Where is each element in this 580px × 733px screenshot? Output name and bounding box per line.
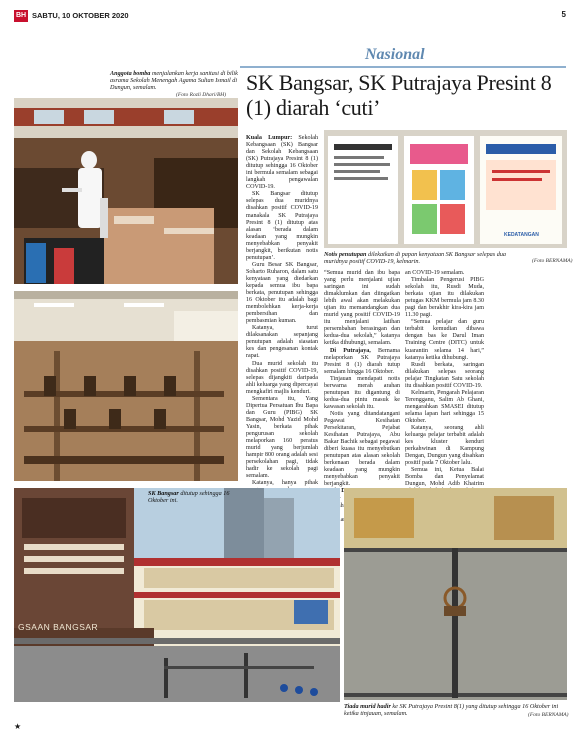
section-title: Nasional bbox=[365, 46, 425, 63]
end-marker-icon: ★ bbox=[14, 722, 22, 731]
caption-bangsar: SK Bangsar ditutup sehingga 16 Oktober ini. bbox=[148, 490, 230, 505]
gate-sign: GSAAN BANGSAR bbox=[18, 622, 99, 632]
dormitory-illustration bbox=[14, 98, 238, 284]
article-column-1: Kuala Lumpur: Sekolah Kebangsaan (SK) Bangsar dan Sekolah Kebangsaan (SK) Putrajaya Presint 8 (1) ditutup sehingga 16 Oktober ini bermula semalam sebagai langkah pengawalan COVID-19. SK Bangsar ditutup selepas dua muridnya disahkan positif COVID-19 manakala SK Putrajaya Presint 8 (1) ditutup atas alasan ‘berada dalam keadaan yang mungkin menyebabkan penyakit berjangkit, berikutan notis penutupan’. Guru Besar SK Bangsar, Soharto Ruharon, dalam satu kenyataan yang diedarkan kepada semua ibu bapa berkata, penutupan sehingga 16 Oktober itu adalah bagi membolehkan kerja-kerja pembersihan dan pembasmian kuman. Katanya, turut dilaksanakan sepanjang penutupan adalah siasatan kes dan pengesanan kontak rapat. Dua murid sekolah itu disahkan positif COVID-19, selepas dijangkiti daripada ahli keluarga yang dipercayai mengkafiri majlis kenduri. Sementara itu, Yang Dipertua Persatuan Ibu Bapa dan Guru (PIBG) SK Bangsar, Mohd Yazid Mohd Yasin, berkata pihak pengurusan sekolah melaporkan 160 peratus murid yang berjumlah hampir 800 orang adalah sesi persekolahan pagi, tidak hadir ke sekolah pagi semalam. Katanya, hanya pihak bbox=[246, 135, 319, 487]
photo-notice-board bbox=[324, 130, 567, 248]
notice-board-illustration bbox=[324, 130, 567, 248]
article-column-3: an COVID-19 semalam. Timbalan Pengerusi PIBG sekolah itu, Rusdi Muda, berkata ujian itu dilakukan petugas KKM bermula jam 8.30 pagi dan berakhir kira-kira jam 11.30 pagi. “Semua pelajar dan guru terbabit kemudian dibawa dengan bas ke Darul Iman Training Centre (DITC) untuk kuarantin selama 14 hari,” katanya ketika dihubungi. Rusdi berkata, saringan dilakukan selepas seorang pelajar Tingkatan Satu sekolah itu disahkan positif COVID-19. Kelmarin, Pengarah Pelajaran Terengganu, Salim Ab Ghani, mengarahkan SMASEI ditutup selama lapan hari sehingga 15 Oktober. Katanya, seorang ahli keluarga pelajar terbabit adalah kes kluster kenduri perkahwinan di Kampung Dengan, Dungun yang disahkan positif pada 7 Oktober lalu. Semua ini, Ketua Balai Bomba dan Penyelamat Dungun, Mohd Adib Khairim bbox=[405, 270, 484, 488]
credit-tiada: (Foto BERNAMA) bbox=[528, 712, 569, 718]
hall-illustration bbox=[14, 291, 238, 481]
photo-dormitory-sanitizing bbox=[14, 98, 238, 284]
credit-fireman: (Foto Rozli Dhari/BH) bbox=[176, 92, 227, 98]
credit-notis: (Foto BERNAMA) bbox=[532, 258, 573, 264]
article-column-2: “Semua murid dan ibu bapa yang perlu menjalani ujian saringan ini sudah dimaklumkan dan diingatkan lebih awal akan melakukan ujian itu memandangkan dua murid yang positif COVID-19 itu menjalani latihan persembahan berasingan dan kedua-dua sekolah,” katanya ketika dihubungi, semalam. Di Putrajaya, Bernama melaporkan SK Putrajaya Presint 8 (1) diarah tutup semalam hingga 16 Oktober. Tinjauan mendapati notis berwarna merah arahan penutupan itu digantung di kedua-dua pintu masuk ke kawasan sekolah itu. Notis yang ditandatangani Pegawai Kesihatan Persekitaran, Pejabat Kesihatan Putrajaya, Abu Bakar Bachik sebagai pegawai diberi kuasa itu menyebutkan penutupan atas alasan sekolah berkenaan berada dalam keadaan yang mungkin menyebabkan penyakit berjangkit. bbox=[324, 270, 400, 488]
board-sign: KEDATANGAN bbox=[504, 232, 539, 238]
photo-sk-bangsar bbox=[14, 488, 340, 702]
section-divider bbox=[240, 66, 566, 68]
article-headline: SK Bangsar, SK Putrajaya Presint 8 (1) diarah ‘cuti’ bbox=[246, 70, 552, 120]
caption-fireman: Anggota bomba menjalankan kerja sanitasi di bilik asrama Sekolah Menengah Agama Sultan Ismail di Dungun, semalam. bbox=[110, 70, 238, 92]
sk-bangsar-illustration bbox=[14, 488, 340, 702]
page-header bbox=[14, 10, 566, 24]
newspaper-logo: BH bbox=[14, 10, 28, 22]
photo-sk-putrajaya-gate bbox=[344, 488, 567, 700]
page-number: 5 bbox=[561, 10, 566, 19]
caption-tiada: Tiada murid hadir ke SK Putrajaya Presint 8(1) yang ditutup sehingga 16 Oktober ini ketika tinjauan, semalam. bbox=[344, 703, 559, 718]
caption-notis: Notis penutupan dilekatkan di papan kenyataan SK Bangsar selepas dua muridnya positif COVID-19, kelmarin. bbox=[324, 251, 507, 266]
gate-illustration bbox=[344, 488, 567, 700]
issue-date: SABTU, 10 OKTOBER 2020 bbox=[32, 11, 129, 20]
photo-school-hall bbox=[14, 291, 238, 481]
